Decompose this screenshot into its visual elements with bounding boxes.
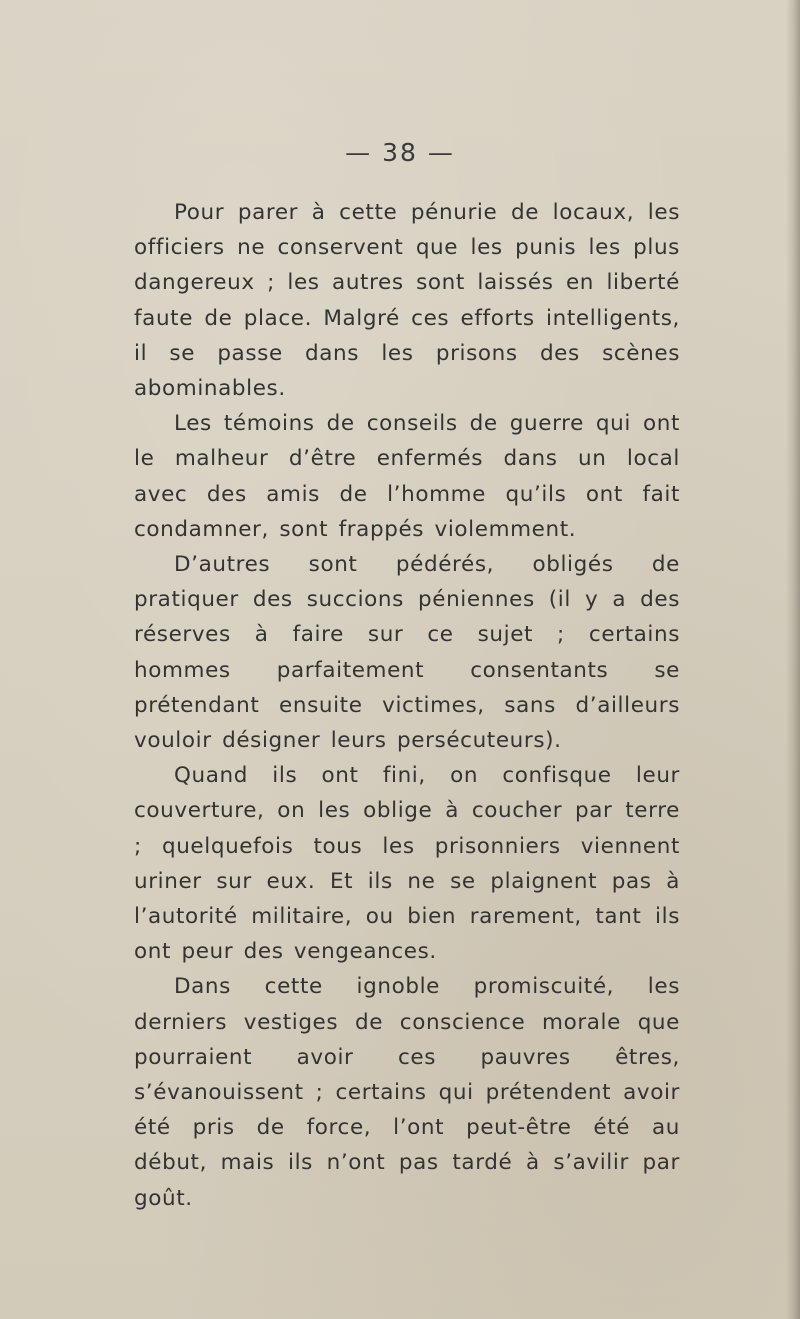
paragraph-1: Pour parer à cette pénurie de locaux, les officiers ne conservent que les punis les plus dangereux ; les autres sont laissés en liberté faute de place. Malgré ces efforts intelligents, il se passe dans les prisons des scènes abominables. — [134, 200, 680, 402]
page-number: — 38 — — [345, 138, 455, 167]
body-text — [134, 195, 680, 1216]
paragraph-5: Dans cette ignoble promiscuité, les derniers vestiges de conscience morale que pourraient avoir ces pauvres êtres, s’évanouissent ; certains qui prétendent avoir été pris de force, l’ont peut-être été au début, mais ils n’ont pas tardé à s’avilir par goût. — [134, 974, 680, 1211]
paragraph-4: Quand ils ont fini, on confisque leur couverture, on les oblige à coucher par terre ; quelquefois tous les prisonniers viennent uriner sur eux. Et ils ne se plaignent pas à l’autorité militaire, ou bien rarement, tant ils ont peur des vengeances. — [134, 763, 680, 965]
paragraph-2: Les témoins de conseils de guerre qui ont le malheur d’être enfermés dans un local avec des amis de l’homme qu’ils ont fait condamner, sont frappés violemment. — [134, 411, 680, 542]
page-edge-shadow — [786, 0, 800, 1319]
paragraph-3: D’autres sont pédérés, obligés de pratiquer des succions péniennes (il y a des réserves à faire sur ce sujet ; certains hommes parfaitement consentants se prétendant ensuite victimes, sans d’ailleurs vouloir désigner leurs persécuteurs). — [134, 552, 680, 754]
